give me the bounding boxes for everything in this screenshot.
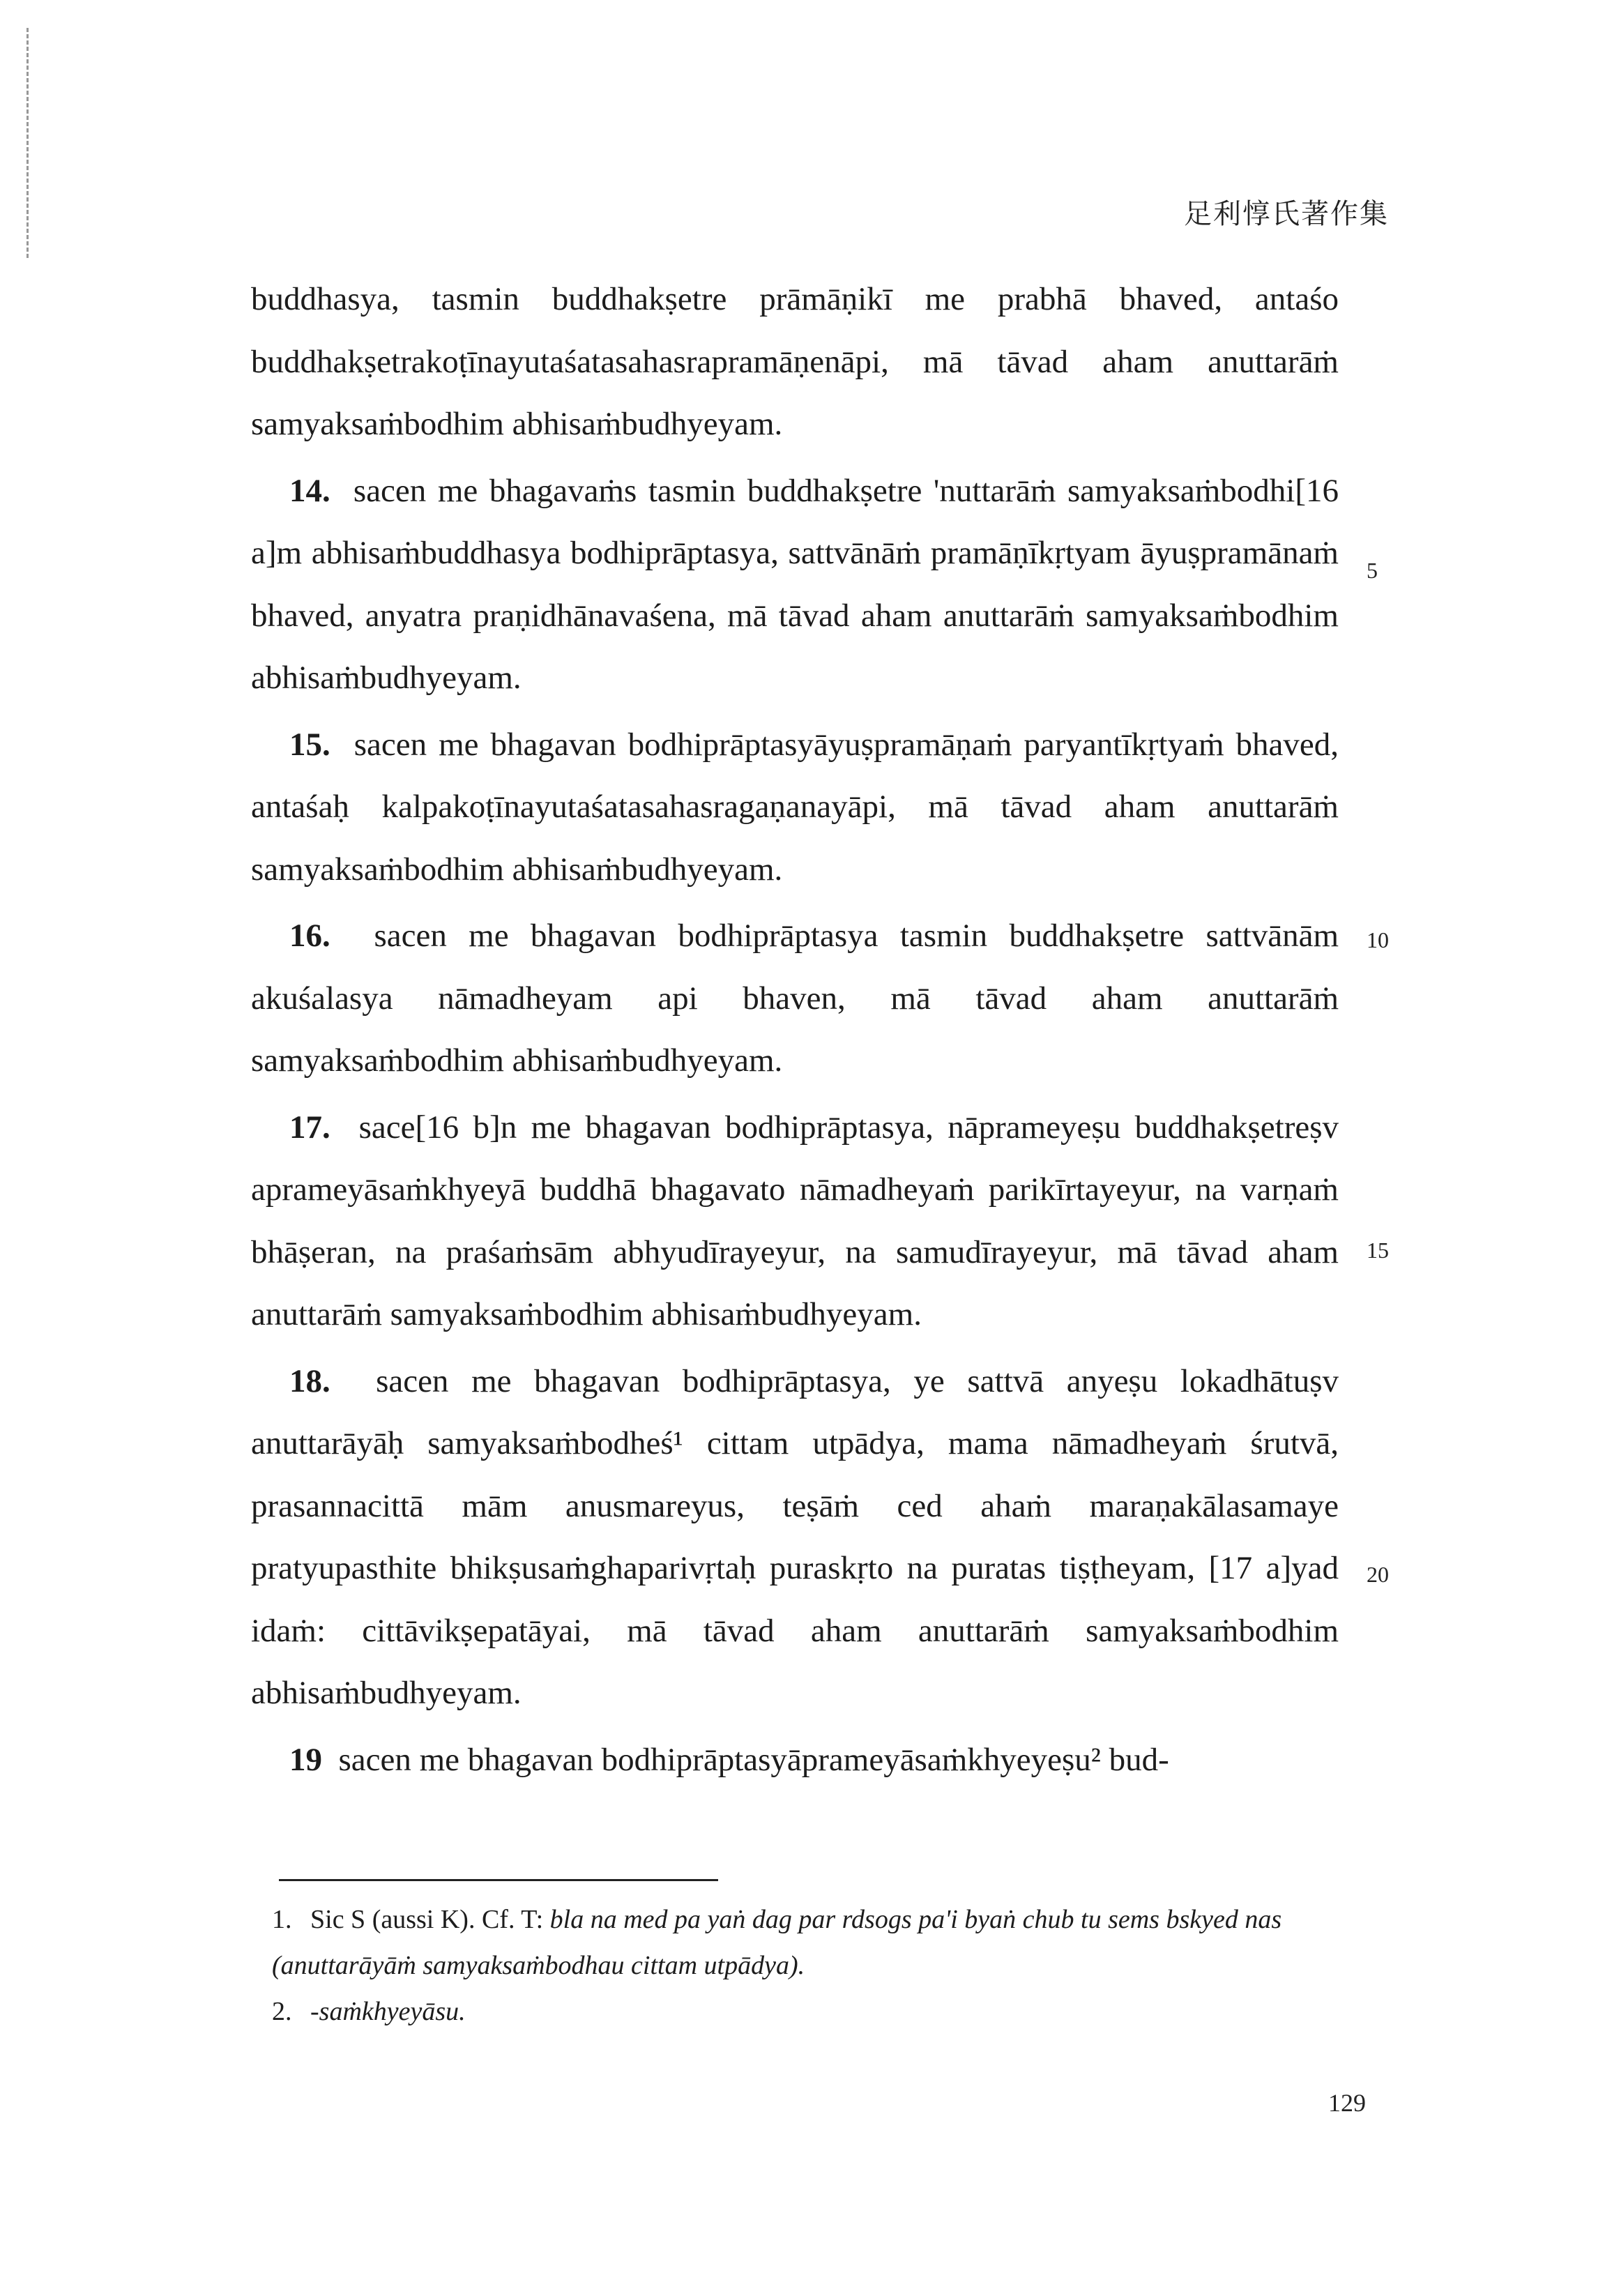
- paragraph-text: sacen me bhagavaṁs tasmin buddhakṣetre 'nuttarāṁ samyaksaṁbodhi[16 a]m abhisaṁbuddhasya bodhiprāptasya, sattvānāṁ pramāṇīkṛtyam āyuṣpramānaṁ bhaved, anyatra praṇidhānavaśena, mā tāvad aham anuttarāṁ samyaksaṁbodhim abhisaṁbudhyeyam.: [251, 472, 1339, 696]
- footnote-rule: [279, 1879, 718, 1881]
- footnote-text: Sic S (aussi K). Cf. T:: [310, 1905, 550, 1934]
- paragraph-18: [251, 1351, 1339, 1725]
- paragraph-text: buddhasya, tasmin buddhakṣetre prāmāṇikī me prabhā bhaved, antaśo buddhakṣetrakoṭīnayutaśatasahasrapramāṇenāpi, mā tāvad aham anuttarāṁ samyaksaṁbodhim abhisaṁbudhyeyam.: [251, 281, 1339, 442]
- paragraph-14: [251, 460, 1339, 710]
- paragraph-continuation: [251, 268, 1339, 456]
- paragraph-number: 19: [289, 1741, 322, 1778]
- footnote-2: [272, 1989, 1360, 2035]
- line-number: 20: [1367, 1562, 1389, 1587]
- paragraph-text: sace[16 b]n me bhagavan bodhiprāptasya, nāprameyeṣu buddhakṣetreṣv aprameyāsaṁkhyeyā buddhā bhagavato nāmadheyaṁ parikīrtayeyur, na varṇaṁ bhāṣeran, na praśaṁsām abhyudīrayeyur, na samudīrayeyur, mā tāvad aham anuttarāṁ samyaksaṁbodhim abhisaṁbudhyeyam.: [251, 1109, 1339, 1332]
- paragraph-number: 14.: [289, 472, 330, 509]
- paragraph-16: [251, 905, 1339, 1093]
- line-number: 15: [1367, 1238, 1389, 1263]
- footnote-number: 1.: [272, 1905, 292, 1934]
- paragraph-15: [251, 714, 1339, 902]
- paragraph-number: 18.: [289, 1362, 330, 1399]
- line-number: 10: [1367, 927, 1389, 952]
- paragraph-text: sacen me bhagavan bodhiprāptasyāyuṣpramāṇaṁ paryantīkṛtyaṁ bhaved, antaśaḥ kalpakoṭīnayutaśatasahasragaṇanayāpi, mā tāvad aham anuttarāṁ samyaksaṁbodhim abhisaṁbudhyeyam.: [251, 726, 1339, 888]
- paragraph-number: 16.: [289, 918, 330, 954]
- footnotes: [272, 1896, 1360, 2035]
- paragraph-17: [251, 1097, 1339, 1346]
- running-head: 足利惇氏著作集: [1184, 198, 1389, 230]
- paragraph-19: [251, 1729, 1339, 1792]
- footnote-italic-text: -saṁkhyeyāsu.: [310, 1997, 466, 2026]
- scan-margin-marks: [26, 28, 33, 258]
- footnote-italic-text: bla na med pa yaṅ dag par rdsogs pa'i byaṅ chub tu sems bskyed nas (anuttarāyāṁ samyaksaṁbodhau cittam utpādya).: [272, 1905, 1282, 1980]
- paragraph-number: 17.: [289, 1109, 330, 1146]
- footnote-1: [272, 1896, 1360, 1989]
- page-number: 129: [1328, 2089, 1366, 2117]
- paragraph-text: sacen me bhagavan bodhiprāptasya tasmin buddhakṣetre sattvānām akuśalasya nāmadheyam api bhaven, mā tāvad aham anuttarāṁ samyaksaṁbodhim abhisaṁbudhyeyam.: [251, 918, 1339, 1079]
- footnote-number: 2.: [272, 1997, 292, 2026]
- paragraph-text: sacen me bhagavan bodhiprāptasyāprameyāsaṁkhyeyeṣu² bud-: [338, 1741, 1169, 1778]
- line-number: 5: [1367, 558, 1378, 583]
- paragraph-text: sacen me bhagavan bodhiprāptasya, ye sattvā anyeṣu lokadhātuṣv anuttarāyāḥ samyaksaṁbodheś¹ cittam utpādya, mama nāmadheyaṁ śrutvā, prasannacittā mām anusmareyus, teṣāṁ ced ahaṁ maraṇakālasamaye pratyupasthite bhikṣusaṁghaparivṛtaḥ puraskṛto na puratas tiṣṭheyam, [17 a]yad idaṁ: cittāvikṣepatāyai, mā tāvad aham anuttarāṁ samyaksaṁbodhim abhisaṁbudhyeyam.: [251, 1362, 1339, 1711]
- paragraph-number: 15.: [289, 726, 330, 763]
- main-text: [251, 268, 1339, 1795]
